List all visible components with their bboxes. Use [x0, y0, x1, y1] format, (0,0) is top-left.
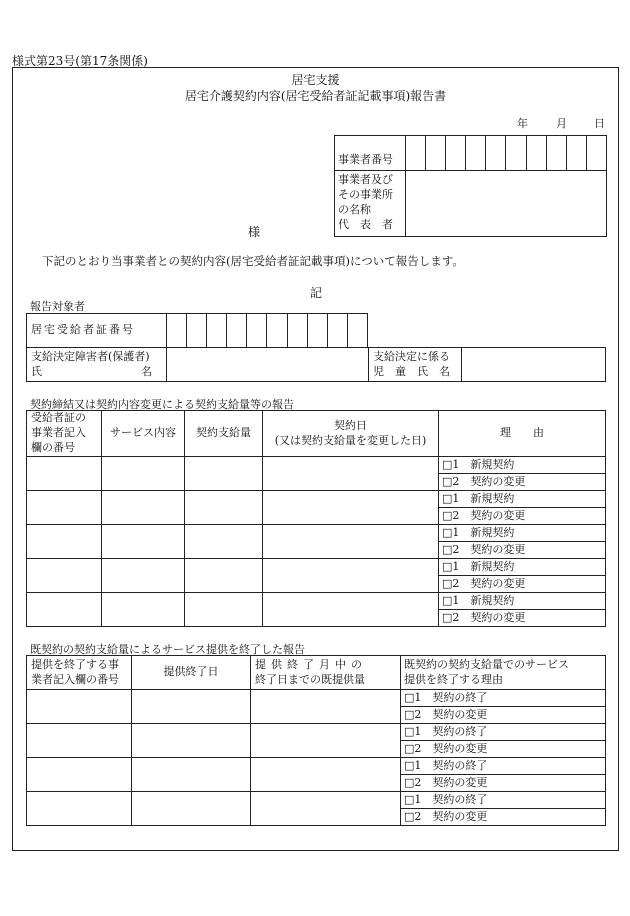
business-number-digit-cell[interactable]: [526, 136, 546, 171]
business-number-label: 事業者番号: [335, 136, 406, 171]
option-contract-change[interactable]: □2 契約の変更: [401, 741, 606, 758]
guardian-name-field[interactable]: [167, 348, 369, 382]
option-new-contract[interactable]: □1 新規契約: [439, 457, 606, 474]
addressee-suffix: 様: [248, 225, 261, 239]
header-date-line: (又は契約支給量を変更した日): [274, 433, 427, 447]
contract-date-cell[interactable]: [263, 491, 439, 525]
option-contract-change[interactable]: □2 契約の変更: [439, 508, 606, 525]
option-new-contract[interactable]: □1 新規契約: [439, 491, 606, 508]
business-number-digit-cell[interactable]: [566, 136, 586, 171]
cert-digit-cell[interactable]: [327, 314, 347, 348]
end-date-cell[interactable]: [132, 758, 251, 792]
child-label-line: 児 童 氏 名: [373, 364, 450, 378]
child-name-field[interactable]: [462, 348, 606, 382]
business-number-digit-cell[interactable]: [406, 136, 426, 171]
header-termination-entry-line: 提供を終了する事: [31, 657, 119, 671]
entry-number-cell[interactable]: [27, 559, 102, 593]
end-date-cell[interactable]: [132, 724, 251, 758]
title-line-1: 居宅支援: [291, 73, 340, 87]
subject-heading: 報告対象者: [30, 300, 85, 313]
business-name-label: [335, 171, 406, 237]
header-termination-reason-line: 既契約の契約支給量でのサービス: [404, 657, 569, 671]
cert-digit-cell[interactable]: [167, 314, 187, 348]
option-contract-end[interactable]: □1 契約の終了: [401, 724, 606, 741]
business-number-digit-cell[interactable]: [466, 136, 486, 171]
child-label-line: 支給決定に係る: [373, 349, 450, 363]
contract-date-cell[interactable]: [263, 525, 439, 559]
option-new-contract[interactable]: □1 新規契約: [439, 559, 606, 576]
service-cell[interactable]: [102, 457, 185, 491]
service-cell[interactable]: [102, 525, 185, 559]
cert-digit-cell[interactable]: [267, 314, 287, 348]
option-contract-change[interactable]: □2 契約の変更: [439, 610, 606, 627]
contract-date-cell[interactable]: [263, 457, 439, 491]
amount-cell[interactable]: [185, 593, 263, 627]
header-contract-date: [263, 411, 439, 457]
business-name-label-line: の名称: [338, 202, 371, 216]
option-contract-change[interactable]: □2 契約の変更: [439, 542, 606, 559]
business-number-digit-cell[interactable]: [486, 136, 506, 171]
business-name-label-line: その事業所: [338, 187, 393, 201]
option-new-contract[interactable]: □1 新規契約: [439, 593, 606, 610]
cert-digit-cell[interactable]: [227, 314, 247, 348]
date-day-label: 日: [594, 117, 605, 130]
header-entry-number-line: 受給者証の: [31, 411, 86, 425]
business-name-field[interactable]: [406, 171, 607, 237]
recipient-cert-label: 居宅受給者証番号: [27, 314, 167, 348]
representative-label: 代 表 者: [338, 217, 393, 231]
header-amount: 契約支給量: [185, 411, 263, 457]
header-reason: 理 由: [439, 411, 606, 457]
cert-digit-cell[interactable]: [187, 314, 207, 348]
business-number-digit-cell[interactable]: [546, 136, 566, 171]
end-date-cell[interactable]: [132, 792, 251, 826]
contract-date-cell[interactable]: [263, 559, 439, 593]
option-contract-end[interactable]: □1 契約の終了: [401, 690, 606, 707]
amount-cell[interactable]: [185, 457, 263, 491]
header-entry-number-line: 事業者記入: [31, 426, 86, 440]
service-cell[interactable]: [102, 491, 185, 525]
service-cell[interactable]: [102, 593, 185, 627]
option-contract-change[interactable]: □2 契約の変更: [401, 707, 606, 724]
cert-digit-cell[interactable]: [307, 314, 327, 348]
business-info-table: [334, 135, 607, 237]
option-contract-change[interactable]: □2 契約の変更: [401, 775, 606, 792]
guardian-label-line: 氏 名: [31, 364, 152, 378]
option-contract-change[interactable]: □2 契約の変更: [401, 809, 606, 826]
header-used-amount-line: 提供終了月中の: [255, 657, 367, 671]
used-amount-cell[interactable]: [251, 792, 401, 826]
header-entry-number-line: 欄の番号: [31, 440, 75, 454]
option-new-contract[interactable]: □1 新規契約: [439, 525, 606, 542]
contract-table: [26, 410, 606, 627]
guardian-child-table: [26, 347, 606, 382]
header-termination-reason-line: 提供を終了する理由: [404, 672, 503, 686]
business-number-digit-cell[interactable]: [446, 136, 466, 171]
termination-table: [26, 655, 606, 826]
entry-number-cell[interactable]: [27, 525, 102, 559]
child-name-label: [369, 348, 462, 382]
business-name-label-line: 事業者及び: [338, 173, 393, 186]
header-date-line: 契約日: [334, 418, 367, 432]
option-contract-end[interactable]: □1 契約の終了: [401, 792, 606, 809]
used-amount-cell[interactable]: [251, 690, 401, 724]
intro-text: 下記のとおり当事業者との契約内容(居宅受給者証記載事項)について報告します。: [42, 254, 464, 268]
header-entry-number: [27, 411, 102, 457]
termination-entry-number-cell[interactable]: [27, 724, 132, 758]
header-termination-reason: [401, 656, 606, 690]
contract-date-cell[interactable]: [263, 593, 439, 627]
end-date-cell[interactable]: [132, 690, 251, 724]
cert-digit-cell[interactable]: [207, 314, 227, 348]
termination-entry-number-cell[interactable]: [27, 758, 132, 792]
business-number-digit-cell[interactable]: [506, 136, 526, 171]
header-service: サービス内容: [102, 411, 185, 457]
recipient-cert-table: [26, 313, 368, 348]
termination-section-heading: 既契約の契約支給量によるサービス提供を終了した報告: [30, 643, 305, 656]
entry-number-cell[interactable]: [27, 593, 102, 627]
amount-cell[interactable]: [185, 559, 263, 593]
header-used-amount-line: 終了日までの既提供量: [255, 672, 365, 686]
termination-entry-number-cell[interactable]: [27, 690, 132, 724]
business-number-digit-cell[interactable]: [586, 136, 606, 171]
header-used-amount: [251, 656, 401, 690]
ki-heading: 記: [310, 286, 323, 300]
cert-digit-cell[interactable]: [347, 314, 367, 348]
cert-digit-cell[interactable]: [247, 314, 267, 348]
service-cell[interactable]: [102, 559, 185, 593]
option-contract-change[interactable]: □2 契約の変更: [439, 576, 606, 593]
header-termination-entry-number: [27, 656, 132, 690]
header-end-date: 提供終了日: [132, 656, 251, 690]
option-contract-change[interactable]: □2 契約の変更: [439, 474, 606, 491]
used-amount-cell[interactable]: [251, 758, 401, 792]
business-number-digit-cell[interactable]: [426, 136, 446, 171]
guardian-name-label: [27, 348, 167, 382]
date-month-label: 月: [556, 117, 567, 130]
entry-number-cell[interactable]: [27, 491, 102, 525]
cert-digit-cell[interactable]: [287, 314, 307, 348]
form-number: 様式第23号(第17条関係): [12, 54, 148, 68]
termination-entry-number-cell[interactable]: [27, 792, 132, 826]
title-line-2: 居宅介護契約内容(居宅受給者証記載事項)報告書: [184, 89, 447, 103]
amount-cell[interactable]: [185, 491, 263, 525]
date-year-label: 年: [517, 117, 528, 130]
option-contract-end[interactable]: □1 契約の終了: [401, 758, 606, 775]
guardian-label-line: 支給決定障害者(保護者): [31, 349, 150, 363]
entry-number-cell[interactable]: [27, 457, 102, 491]
amount-cell[interactable]: [185, 525, 263, 559]
contract-section-heading: 契約締結又は契約内容変更による契約支給量等の報告: [30, 398, 294, 411]
header-termination-entry-line: 業者記入欄の番号: [31, 672, 119, 686]
used-amount-cell[interactable]: [251, 724, 401, 758]
